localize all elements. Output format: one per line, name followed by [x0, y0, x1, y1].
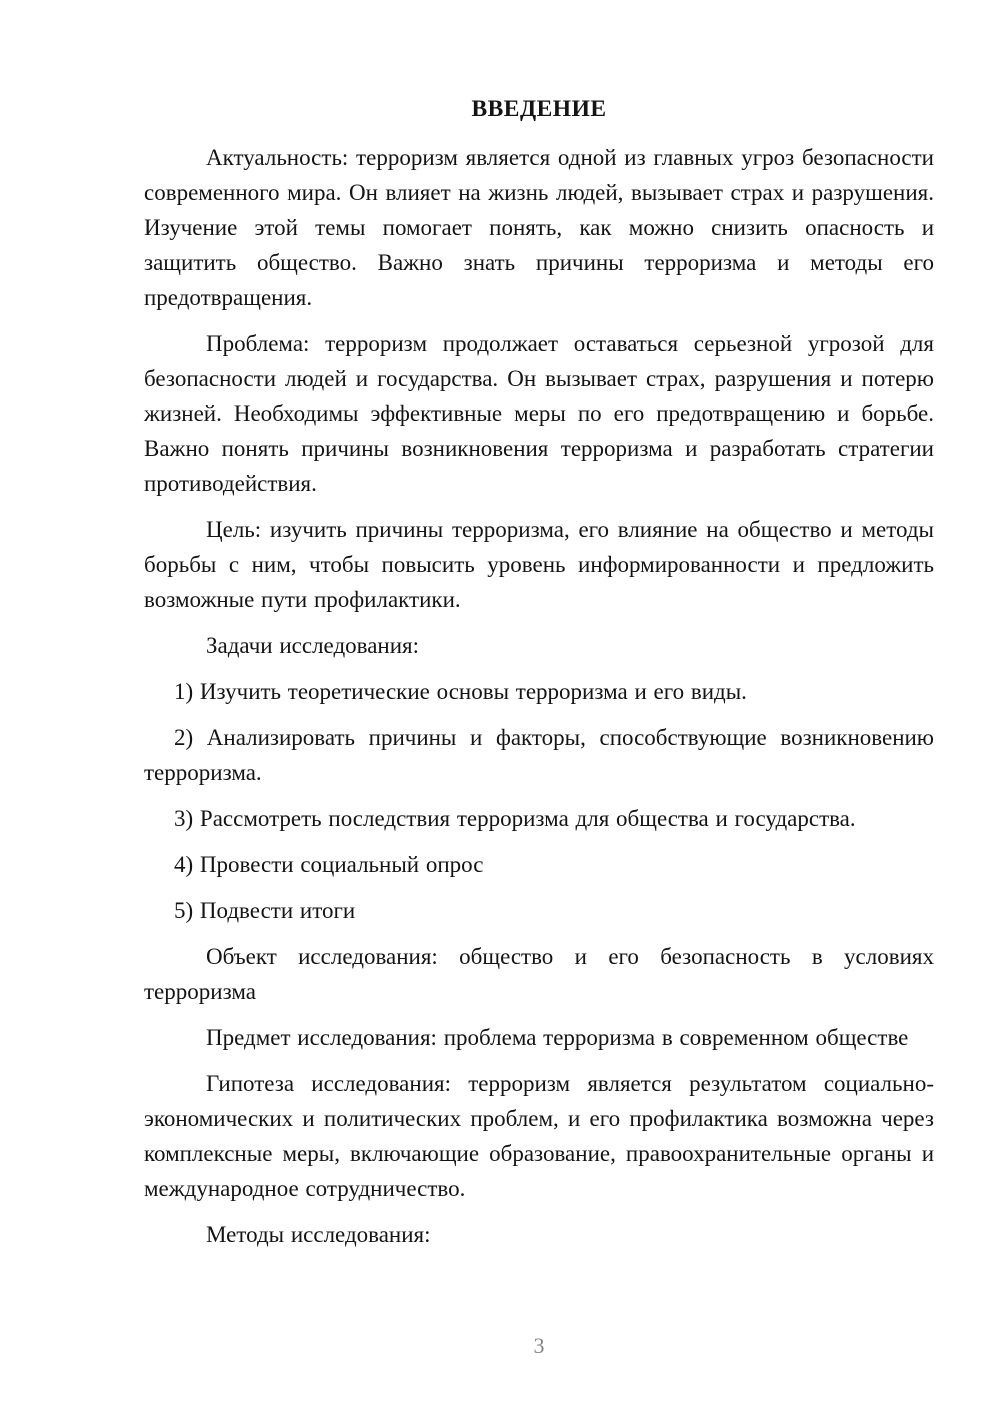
- paragraph-object: Объект исследования: общество и его безопасность в условиях терроризма: [144, 944, 934, 1004]
- list-item-task-5: 5) Подвести итоги: [174, 898, 356, 923]
- paragraph-problem: Проблема: терроризм продолжает оставаться серьезной угрозой для безопасности людей и государства. Он вызывает страх, разрушения и потерю жизней. Необходимы эффективные меры по его предотвращению и борьбе. Важно понять причины возникновения терроризма и разработать стратегии противодействия.: [144, 331, 934, 496]
- list-item-task-3: 3) Рассмотреть последствия терроризма для общества и государства.: [174, 806, 856, 831]
- list-item-task-4: 4) Провести социальный опрос: [174, 852, 484, 877]
- document-title: ВВЕДЕНИЕ: [471, 96, 607, 122]
- paragraph-tasks-heading: Задачи исследования:: [206, 633, 420, 658]
- list-item-task-1: 1) Изучить теоретические основы терроризма и его виды.: [174, 679, 747, 704]
- paragraph-relevance: Актуальность: терроризм является одной из главных угроз безопасности современного мира. Он влияет на жизнь людей, вызывает страх и разрушения. Изучение этой темы помогает понять, как можно снизить опасность и защитить общество. Важно знать причины терроризма и методы его предотвращения.: [144, 145, 934, 310]
- list-item-task-2: 2) Анализировать причины и факторы, способствующие возникновению терроризма.: [144, 725, 934, 785]
- paragraph-hypothesis: Гипотеза исследования: терроризм является результатом социально-экономических и политических проблем, и его профилактика возможна через комплексные меры, включающие образование, правоохранительные органы и международное сотрудничество.: [144, 1071, 934, 1201]
- document-content: [144, 92, 934, 1263]
- paragraph-subject: Предмет исследования: проблема терроризма в современном обществе: [206, 1025, 909, 1050]
- paragraph-goal: Цель: изучить причины терроризма, его влияние на общество и методы борьбы с ним, чтобы повысить уровень информированности и предложить возможные пути профилактики.: [144, 517, 934, 612]
- paragraph-methods-heading: Методы исследования:: [206, 1222, 431, 1247]
- page-number: 3: [533, 1333, 545, 1358]
